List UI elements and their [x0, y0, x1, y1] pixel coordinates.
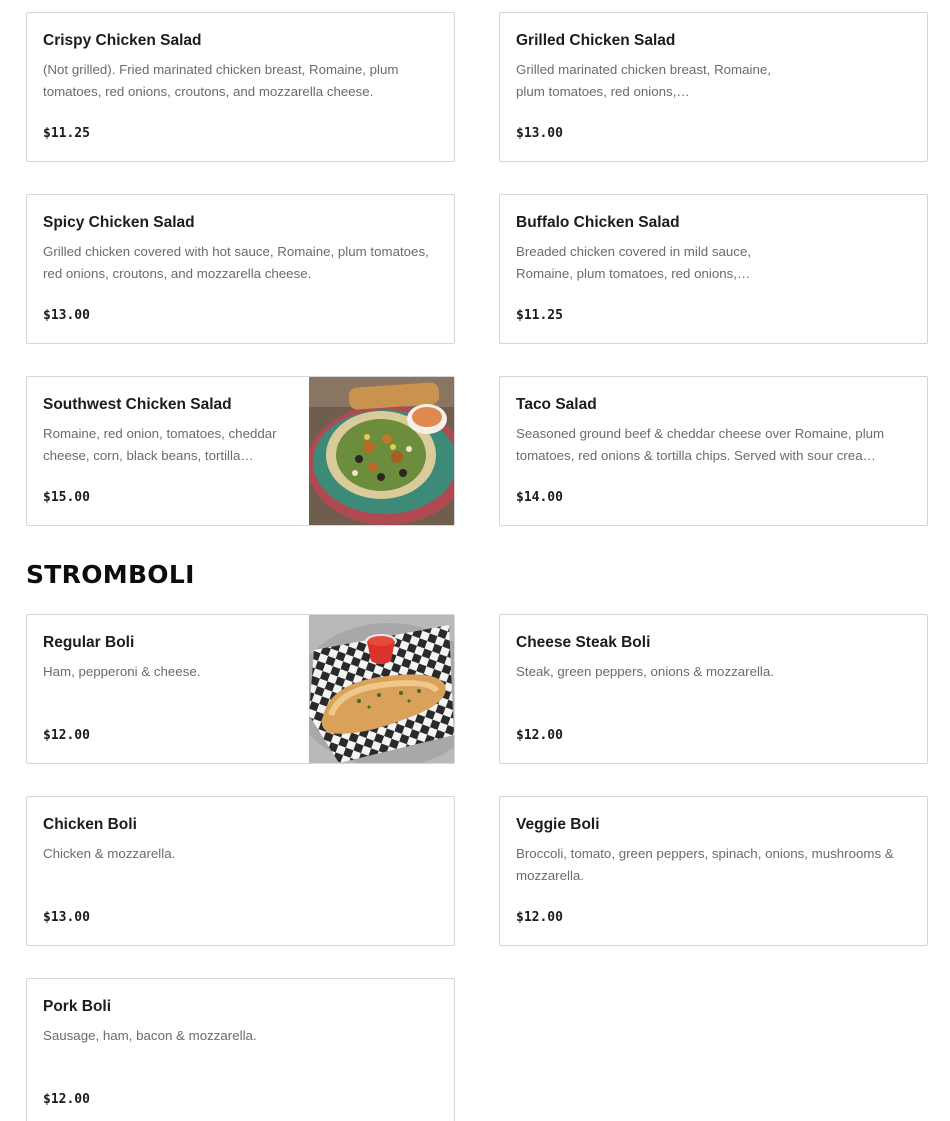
menu-item-description: Breaded chicken covered in mild sauce, Romaine, plum tomatoes, red onions,… — [516, 244, 752, 281]
menu-item-description: Grilled marinated chicken breast, Romaine, plum tomatoes, red onions,… — [516, 62, 771, 99]
menu-item-card[interactable] — [26, 978, 455, 1121]
menu-item-body — [43, 195, 438, 343]
menu-item-card[interactable] — [499, 376, 928, 526]
menu-item-name: Southwest Chicken Salad — [43, 396, 232, 413]
menu-item-body — [516, 615, 911, 763]
menu-item-price: $14.00 — [516, 490, 563, 505]
menu-item-card[interactable] — [26, 376, 455, 526]
menu-item-name: Grilled Chicken Salad — [516, 32, 676, 49]
menu-item-price: $11.25 — [43, 126, 90, 141]
menu-item-body — [516, 13, 777, 161]
menu-item-description: Sausage, ham, bacon & mozzarella. — [43, 1028, 257, 1043]
menu-item-description: Ham, pepperoni & cheese. — [43, 664, 201, 679]
menu-item-description: Steak, green peppers, onions & mozzarella. — [516, 664, 774, 679]
stromboli-photo[interactable] — [309, 615, 454, 763]
menu-item-description: Grilled chicken covered with hot sauce, Romaine, plum tomatoes, red onions, croutons, and mozzarella cheese. — [43, 244, 429, 281]
menu-item-description: Seasoned ground beef & cheddar cheese over Romaine, plum tomatoes, red onions & tortilla chips. Served with sour crea… — [516, 426, 885, 463]
menu-item-price: $13.00 — [43, 308, 90, 323]
menu-item-price: $12.00 — [43, 1092, 90, 1107]
menu-item-description: Chicken & mozzarella. — [43, 846, 176, 861]
menu-item-body — [43, 979, 438, 1121]
menu-item-body — [516, 797, 911, 945]
menu-item-body — [516, 195, 777, 343]
menu-item-card[interactable] — [26, 12, 455, 162]
southwest-salad-photo[interactable] — [309, 377, 454, 525]
stromboli-image-graphic — [309, 615, 454, 763]
menu-item-price: $13.00 — [516, 126, 563, 141]
menu-item-body — [43, 797, 438, 945]
menu-item-name: Cheese Steak Boli — [516, 634, 651, 651]
menu-item-name: Chicken Boli — [43, 816, 137, 833]
menu-item-description: Romaine, red onion, tomatoes, cheddar cheese, corn, black beans, tortilla… — [43, 426, 277, 463]
menu-item-card[interactable] — [499, 614, 928, 764]
menu-item-body — [43, 13, 438, 161]
menu-item-price: $12.00 — [516, 910, 563, 925]
menu-item-body — [43, 615, 294, 763]
menu-item-price: $15.00 — [43, 490, 90, 505]
menu-item-price: $12.00 — [516, 728, 563, 743]
menu-item-name: Veggie Boli — [516, 816, 600, 833]
menu-item-price: $13.00 — [43, 910, 90, 925]
menu-item-name: Spicy Chicken Salad — [43, 214, 195, 231]
menu-item-body — [516, 377, 911, 525]
menu-item-card[interactable] — [26, 796, 455, 946]
menu-item-card[interactable] — [499, 194, 928, 344]
menu-item-description: Broccoli, tomato, green peppers, spinach, onions, mushrooms & mozzarella. — [516, 846, 894, 883]
menu-item-description: (Not grilled). Fried marinated chicken breast, Romaine, plum tomatoes, red onions, croutons, and mozzarella cheese. — [43, 62, 399, 99]
menu-item-name: Taco Salad — [516, 396, 597, 413]
menu-item-body — [43, 377, 294, 525]
menu-item-name: Crispy Chicken Salad — [43, 32, 202, 49]
menu-item-card[interactable] — [499, 796, 928, 946]
menu-item-name: Regular Boli — [43, 634, 135, 651]
menu-item-card[interactable] — [499, 12, 928, 162]
menu-item-card[interactable] — [26, 614, 455, 764]
menu-item-name: Buffalo Chicken Salad — [516, 214, 680, 231]
menu-item-price: $11.25 — [516, 308, 563, 323]
menu-item-name: Pork Boli — [43, 998, 112, 1015]
menu-item-price: $12.00 — [43, 728, 90, 743]
menu-item-card[interactable] — [26, 194, 455, 344]
salad-image-graphic — [309, 377, 454, 525]
section-title-stromboli: STROMBOLI — [26, 560, 195, 589]
